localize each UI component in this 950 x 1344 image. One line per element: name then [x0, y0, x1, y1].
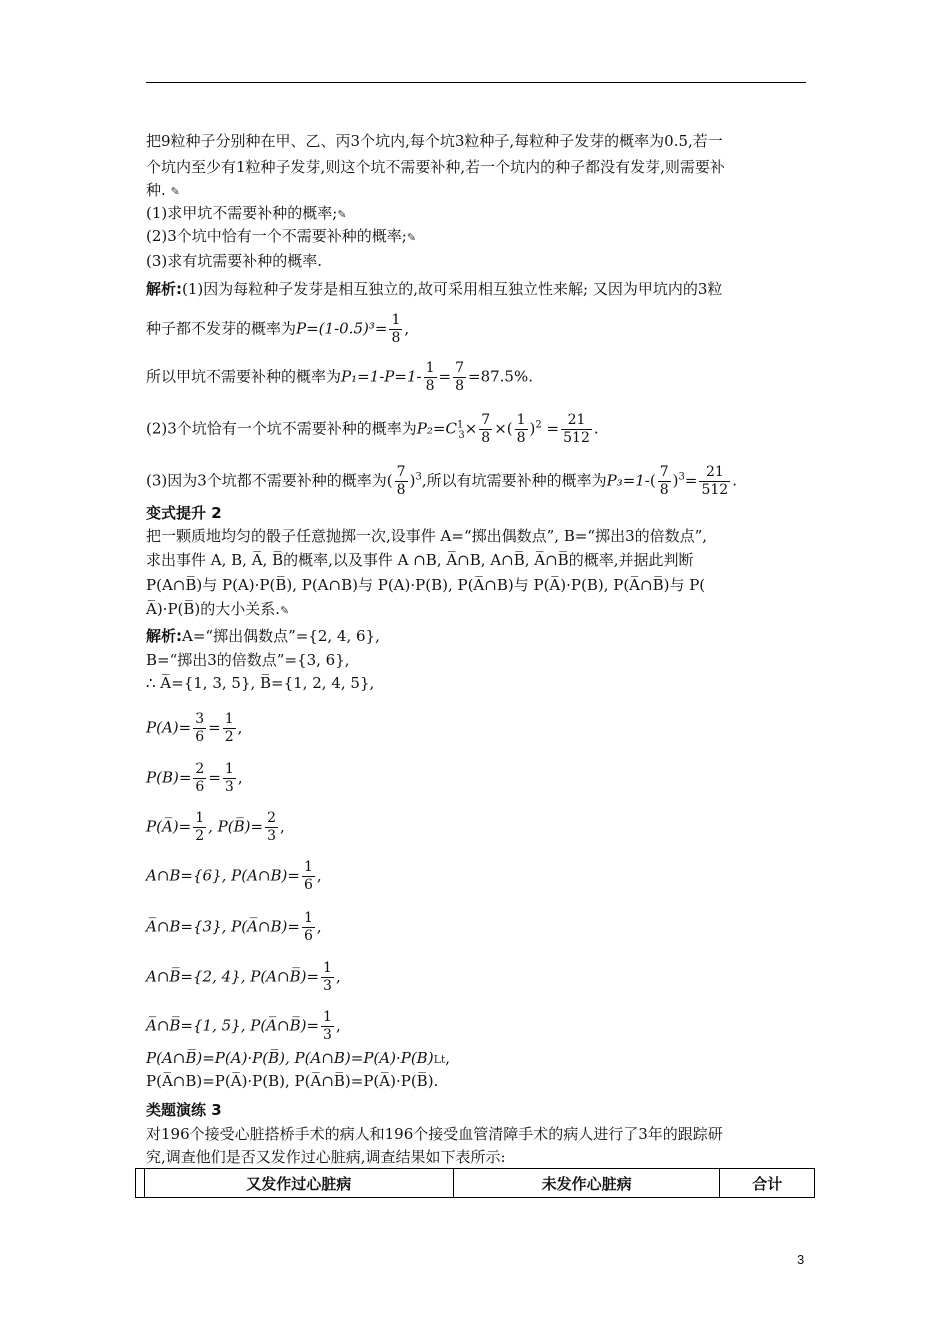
- solution-line: P(A)= $\frac{3}{6}$ = $\frac{1}{2}$ ,: [146, 711, 243, 745]
- editor-mark-icon: ✎: [406, 231, 417, 244]
- question-3: (3)求有坑需要补种的概率.: [146, 252, 323, 270]
- problem-line: 究,调查他们是否又发作过心脏病,调查结果如下表所示:: [146, 1148, 506, 1166]
- solution-line: (3)因为3个坑都不需要补种的概率为( $\frac{7}{8}$ )$^3$,所以有坑需要补种的概率为P₃=1-( $\frac{7}{8}$ )$^3$= $\frac{21}{512}$ .: [146, 464, 737, 498]
- section-heading: 变式提升 2: [146, 504, 222, 522]
- problem-line: 种. ✎: [146, 181, 180, 199]
- solution-line: P(A̅)= $\frac{1}{2}$ , P(B̅)= $\frac{2}{3}$ ,: [146, 810, 285, 844]
- solution-line: B=“掷出3的倍数点”={3, 6},: [146, 651, 350, 669]
- survey-table: [135, 1168, 815, 1198]
- solution-line: A∩B̅={2, 4}, P(A∩B̅)= $\frac{1}{3}$ ,: [146, 960, 341, 994]
- solution-line: P(A̅∩B)=P(A̅)·P(B), P(A̅∩B̅)=P(A̅)·P(B̅).: [146, 1072, 439, 1090]
- header-rule: [146, 82, 806, 83]
- table-header-cell: 合计: [720, 1169, 815, 1198]
- editor-mark-icon: ✎: [337, 208, 347, 221]
- problem-line: P(A∩B̅)与 P(A)·P(B̅), P(A∩B)与 P(A)·P(B), P(A̅∩B)与 P(A̅)·P(B), P(A̅∩B̅)与 P(: [146, 576, 706, 594]
- solution-line: (2)3个坑恰有一个坑不需要补种的概率为$P_2=C^1_3\times$ $\frac{7}{8}$ ×( $\frac{1}{8}$ )$^2$ = $\frac{21}{512}$ .: [146, 412, 599, 446]
- table-header-cell: 又发作过心脏病: [144, 1169, 453, 1198]
- editor-mark-icon: Lt: [433, 1053, 446, 1066]
- problem-line: A̅)·P(B̅)的大小关系.✎: [146, 600, 290, 618]
- solution-line: 解析:(1)因为每粒种子发芽是相互独立的,故可采用相互独立性来解; 又因为甲坑内的3粒: [146, 280, 723, 298]
- section-heading: 类题演练 3: [146, 1101, 222, 1119]
- editor-mark-icon: ✎: [280, 604, 290, 617]
- solution-line: P(A∩B̅)=P(A)·P(B̅), P(A∩B)=P(A)·P(B)Lt,: [146, 1049, 451, 1067]
- solution-line: P(B)= $\frac{2}{6}$ = $\frac{1}{3}$ ,: [146, 761, 243, 795]
- solution-line: A∩B={6}, P(A∩B)= $\frac{1}{6}$ ,: [146, 859, 322, 893]
- question-2: (2)3个坑中恰有一个不需要补种的概率;✎: [146, 227, 417, 245]
- problem-line: 个坑内至少有1粒种子发芽,则这个坑不需要补种,若一个坑内的种子都没有发芽,则需要补: [146, 158, 725, 176]
- solution-line: ∴ A̅={1, 3, 5}, B̅={1, 2, 4, 5},: [146, 674, 375, 692]
- table-header-cell: 未发作心脏病: [453, 1169, 719, 1198]
- solution-line: 解析:A=“掷出偶数点”={2, 4, 6},: [146, 627, 380, 645]
- solution-line: A̅∩B={3}, P(A̅∩B)= $\frac{1}{6}$ ,: [146, 910, 322, 944]
- table-header-row: [136, 1169, 815, 1198]
- question-1: (1)求甲坑不需要补种的概率;✎: [146, 204, 347, 222]
- solution-line: A̅∩B̅={1, 5}, P(A̅∩B̅)= $\frac{1}{3}$ ,: [146, 1009, 341, 1043]
- editor-mark-icon: ✎: [170, 185, 180, 198]
- solution-line: 所以甲坑不需要补种的概率为P₁=1-P=1- $\frac{1}{8}$ = $\frac{7}{8}$ =87.5%.: [146, 360, 533, 394]
- problem-line: 求出事件 A, B, A̅, B̅的概率,以及事件 A ∩B, A̅∩B, A∩B̅, A̅∩B̅的概率,并据此判断: [146, 551, 694, 569]
- table-header-cell: [136, 1169, 145, 1198]
- solution-line: 种子都不发芽的概率为P=(1-0.5)³= $\frac{1}{8}$ ,: [146, 312, 410, 346]
- problem-line: 把一颗质地均匀的骰子任意抛掷一次,设事件 A=“掷出偶数点”, B=“掷出3的倍数点”,: [146, 527, 708, 545]
- problem-line: 对196个接受心脏搭桥手术的病人和196个接受血管清障手术的病人进行了3年的跟踪研: [146, 1125, 723, 1143]
- problem-line: 把9粒种子分别种在甲、乙、丙3个坑内,每个坑3粒种子,每粒种子发芽的概率为0.5,若一: [146, 132, 723, 150]
- page-number: 3: [797, 1252, 805, 1267]
